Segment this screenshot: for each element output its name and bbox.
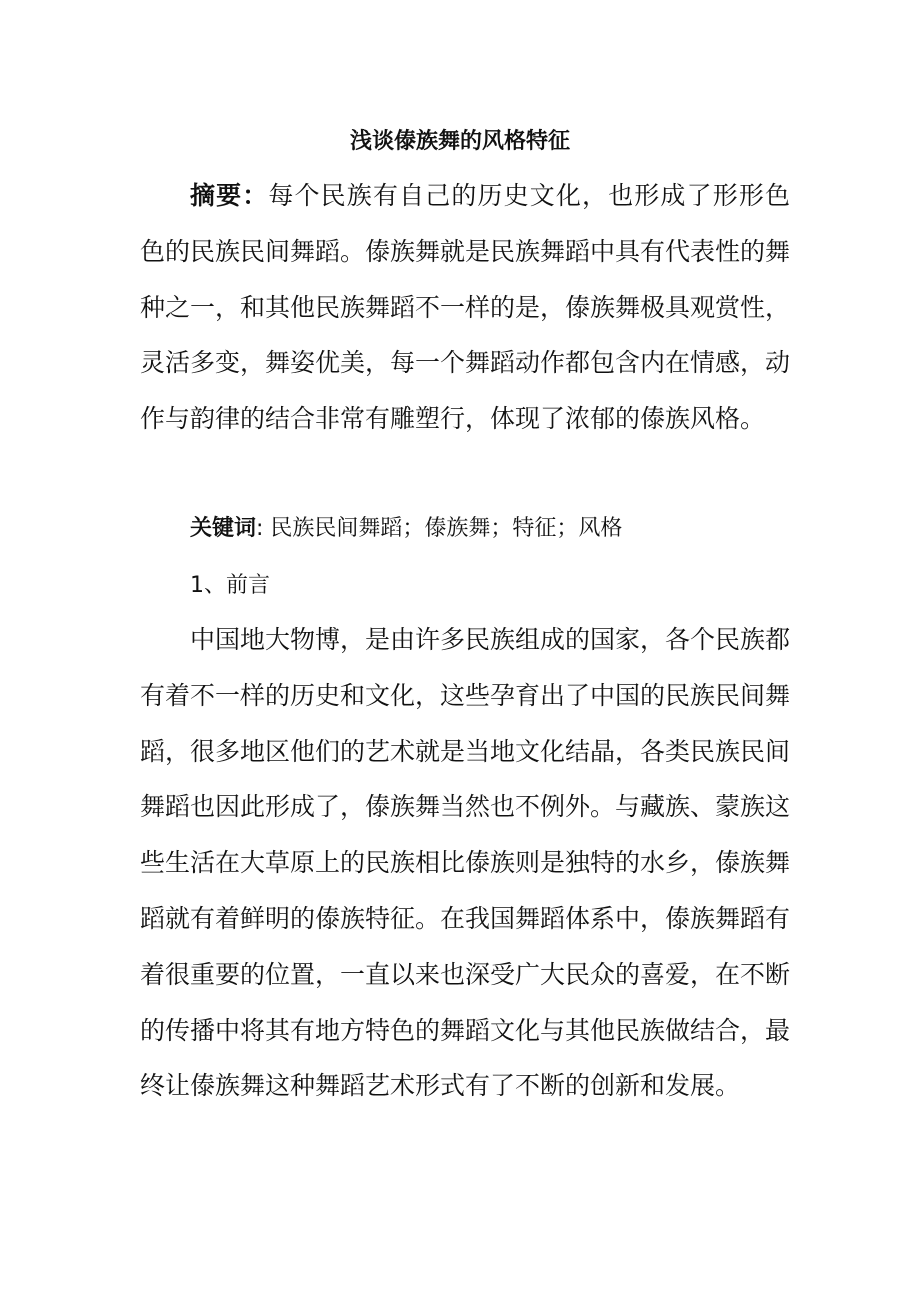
section-heading-introduction: 1、前言: [190, 573, 270, 598]
introduction-paragraph: 中国地大物博，是由许多民族组成的国家，各个民族都有着不一样的历史和文化，这些孕育出了中国的民族民间舞蹈，很多地区他们的艺术就是当地文化结晶，各类民族民间舞蹈也因此形成了，傣族舞当然也不例外。与藏族、蒙族这些生活在大草原上的民族相比傣族则是独特的水乡，傣族舞蹈就有着鲜明的傣族特征。在我国舞蹈体系中，傣族舞蹈有着很重要的位置，一直以来也深受广大民众的喜爱，在不断的传播中将其有地方特色的舞蹈文化与其他民族做结合，最终让傣族舞这种舞蹈艺术形式有了不断的创新和发展。: [140, 625, 791, 1101]
abstract-paragraph: [140, 168, 790, 447]
keywords-line: [140, 501, 790, 557]
keywords-label: 关键词: [190, 516, 257, 541]
keywords-separator: :: [256, 516, 271, 541]
keywords-text: 民族民间舞蹈；傣族舞；特征；风格: [270, 516, 623, 541]
document-title: 浅谈傣族舞的风格特征: [349, 129, 570, 154]
abstract-label: 摘要：: [190, 181, 269, 210]
abstract-text: 每个民族有自己的历史文化，也形成了形形色色的民族民间舞蹈。傣族舞就是民族舞蹈中具有代表性的舞种之一，和其他民族舞蹈不一样的是，傣族舞极具观赏性，灵活多变，舞姿优美，每一个舞蹈动作都包含内在情感，动作与韵律的结合非常有雕塑行，体现了浓郁的傣族风格。: [140, 181, 791, 434]
